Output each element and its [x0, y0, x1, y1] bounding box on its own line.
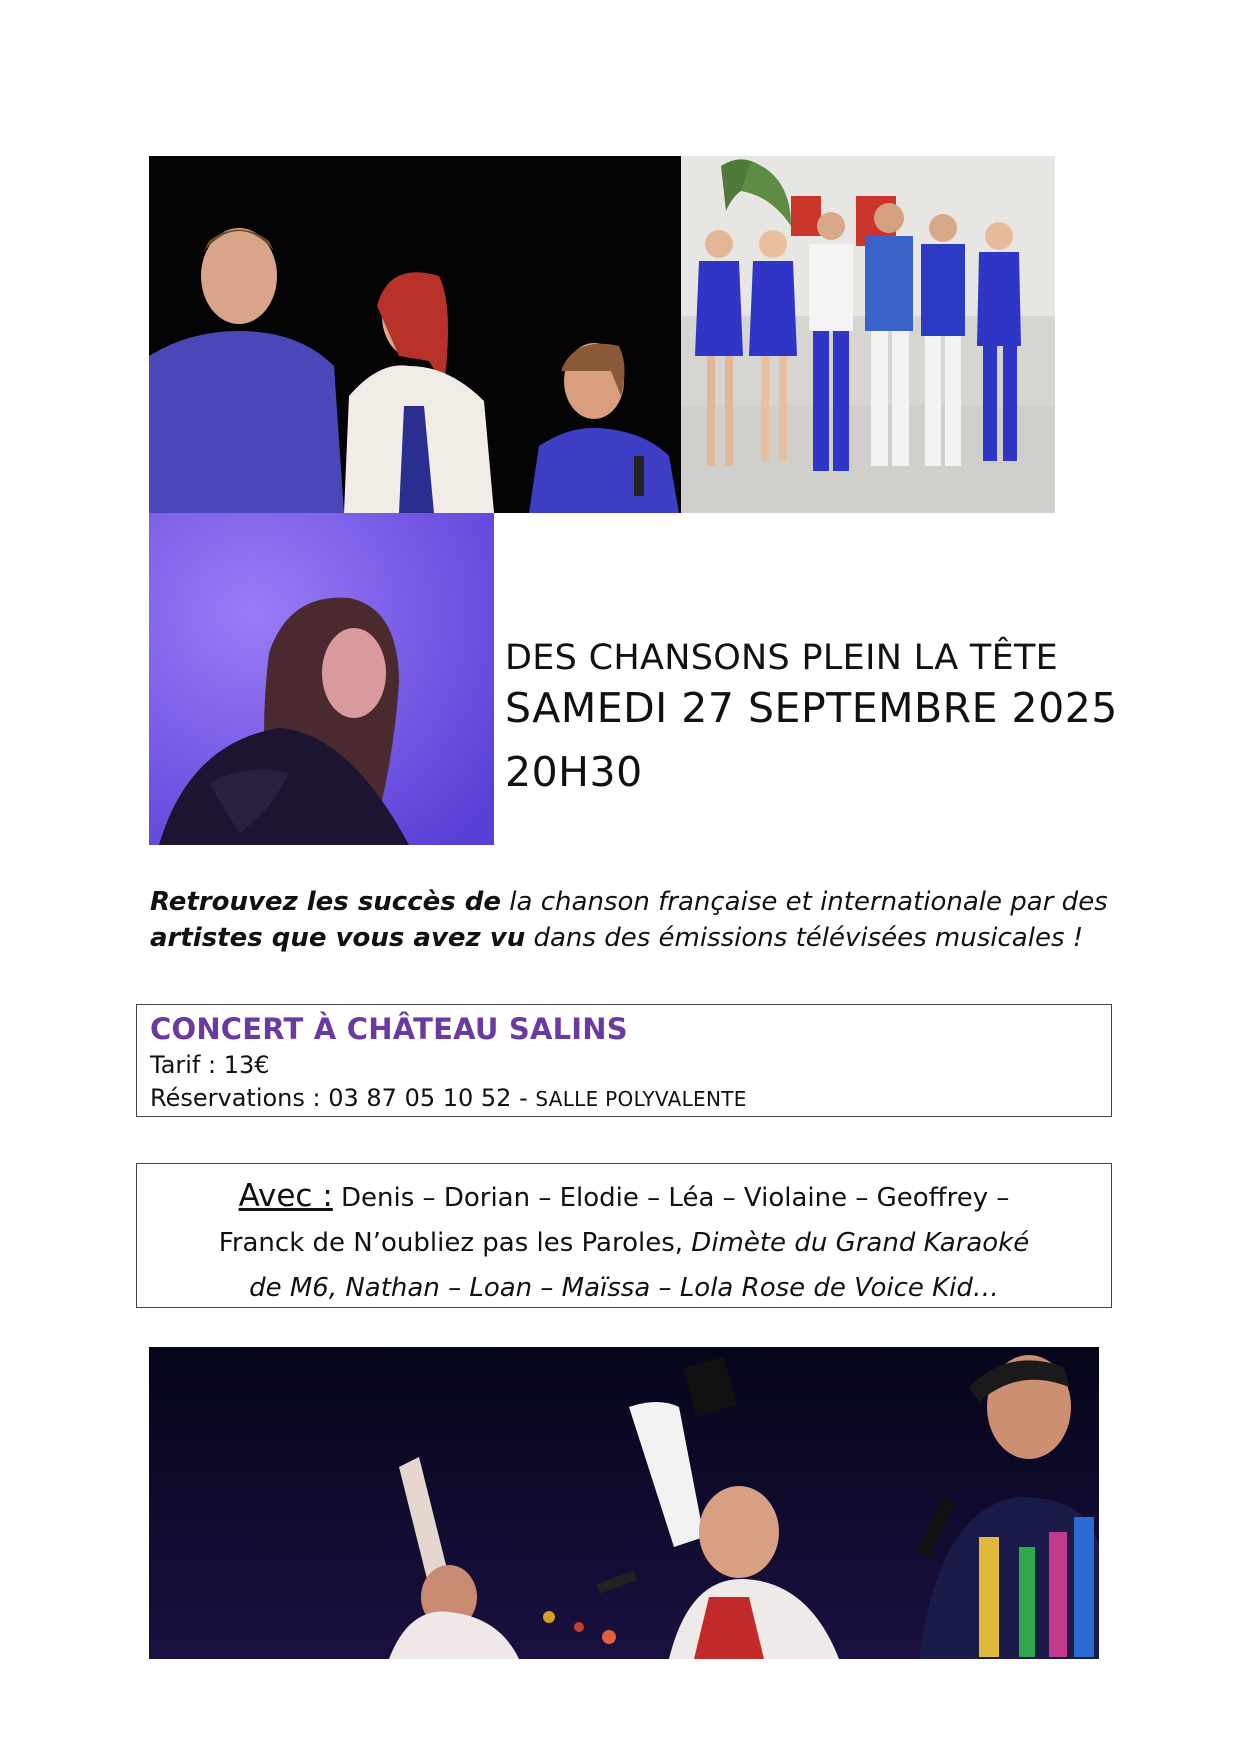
artists-box [136, 1163, 1112, 1308]
artists-line-3 [137, 1266, 1111, 1311]
intro-bold-2: artistes que vous avez vu [150, 923, 526, 953]
artists-names-2-italic: Dimète du Grand Karaoké [691, 1228, 1030, 1258]
concert-info-box [136, 1004, 1112, 1117]
artists-line-2 [137, 1221, 1111, 1266]
event-title: DES CHANSONS PLEIN LA TÊTE [505, 638, 1059, 678]
concert-reservations [150, 1082, 1098, 1116]
intro-text-2: dans des émissions télévisées musicales ! [525, 923, 1084, 953]
photo-stage-performers [149, 1347, 1099, 1659]
artists-names-3: de M6, Nathan – Loan – Maïssa – Lola Rose de Voice Kid… [249, 1273, 999, 1303]
photo-three-singers [149, 156, 681, 513]
artists-lead: Avec : [238, 1178, 333, 1214]
concert-tarif: Tarif : 13€ [150, 1051, 270, 1079]
photo-group-six [681, 156, 1055, 513]
event-time: 20H30 [505, 748, 643, 796]
reservations-phone: Réservations : 03 87 05 10 52 - [150, 1084, 536, 1112]
artists-line-1 [137, 1174, 1111, 1221]
artists-names-1: Denis – Dorian – Elodie – Léa – Violaine – Geoffrey – [332, 1183, 1010, 1213]
concert-venue: SALLE POLYVALENTE [535, 1087, 747, 1111]
intro-bold-1: Retrouvez les succès de [150, 887, 502, 917]
intro-paragraph [150, 884, 1110, 956]
artists-names-2: Franck de N’oubliez pas les Paroles, [218, 1228, 692, 1258]
event-date: SAMEDI 27 SEPTEMBRE 2025 [505, 684, 1118, 732]
concert-title: CONCERT À CHÂTEAU SALINS [150, 1012, 628, 1046]
event-heading [505, 636, 1125, 800]
photo-solo-singer [149, 513, 494, 845]
intro-text-1: la chanson française et internationale par des [501, 887, 1108, 917]
